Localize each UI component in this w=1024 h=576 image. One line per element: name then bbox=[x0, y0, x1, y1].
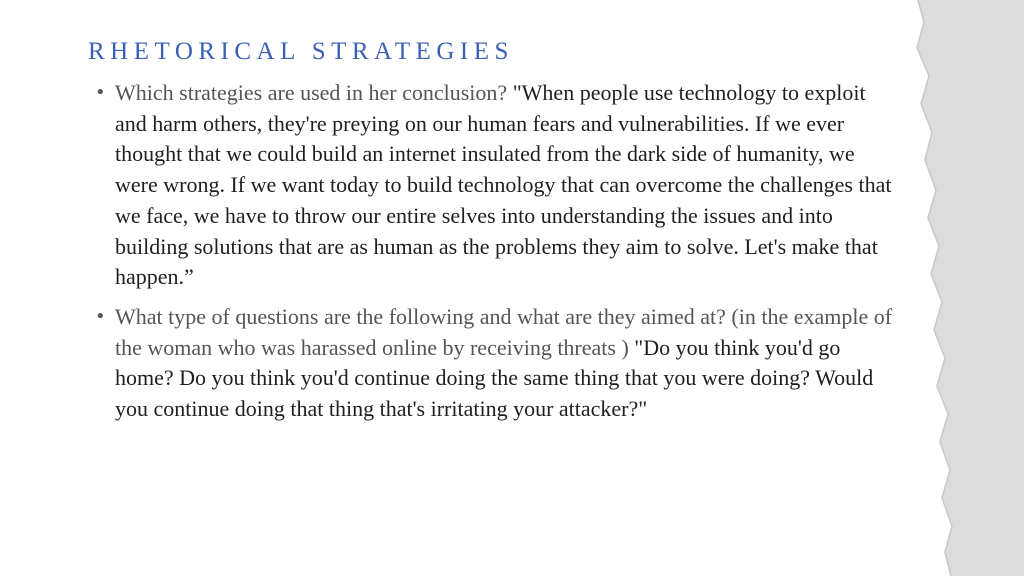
bullet-question: Which strategies are used in her conclusion? bbox=[115, 80, 513, 105]
bullet-marker: • bbox=[95, 305, 106, 327]
bullet-item bbox=[93, 302, 893, 425]
bullet-quote: "Do you think you'd go home? Do you think you'd continue doing the same thing that you were doing? Would you continue doing that thing that's irritating your attacker?" bbox=[115, 334, 874, 422]
bullet-quote: "When people use technology to exploit and harm others, they're preying on our human fears and vulnerabilities. If we ever thought that we could build an internet insulated from the dark side of humanity, we were wrong. If we want today to build technology that can overcome the challenges that we face, we have to throw our entire selves into understanding the issues and into building solutions that are as human as the problems they aim to solve. Let's make that happen.” bbox=[115, 80, 892, 290]
bullet-item bbox=[93, 78, 893, 293]
bullet-list bbox=[93, 78, 893, 434]
bullet-marker: • bbox=[95, 82, 106, 103]
slide-title: RHETORICAL STRATEGIES bbox=[88, 38, 514, 65]
bullet-question: What type of questions are the following and what are they aimed at? (in the example of the woman who was harassed online by receiving threats ) bbox=[115, 303, 893, 360]
